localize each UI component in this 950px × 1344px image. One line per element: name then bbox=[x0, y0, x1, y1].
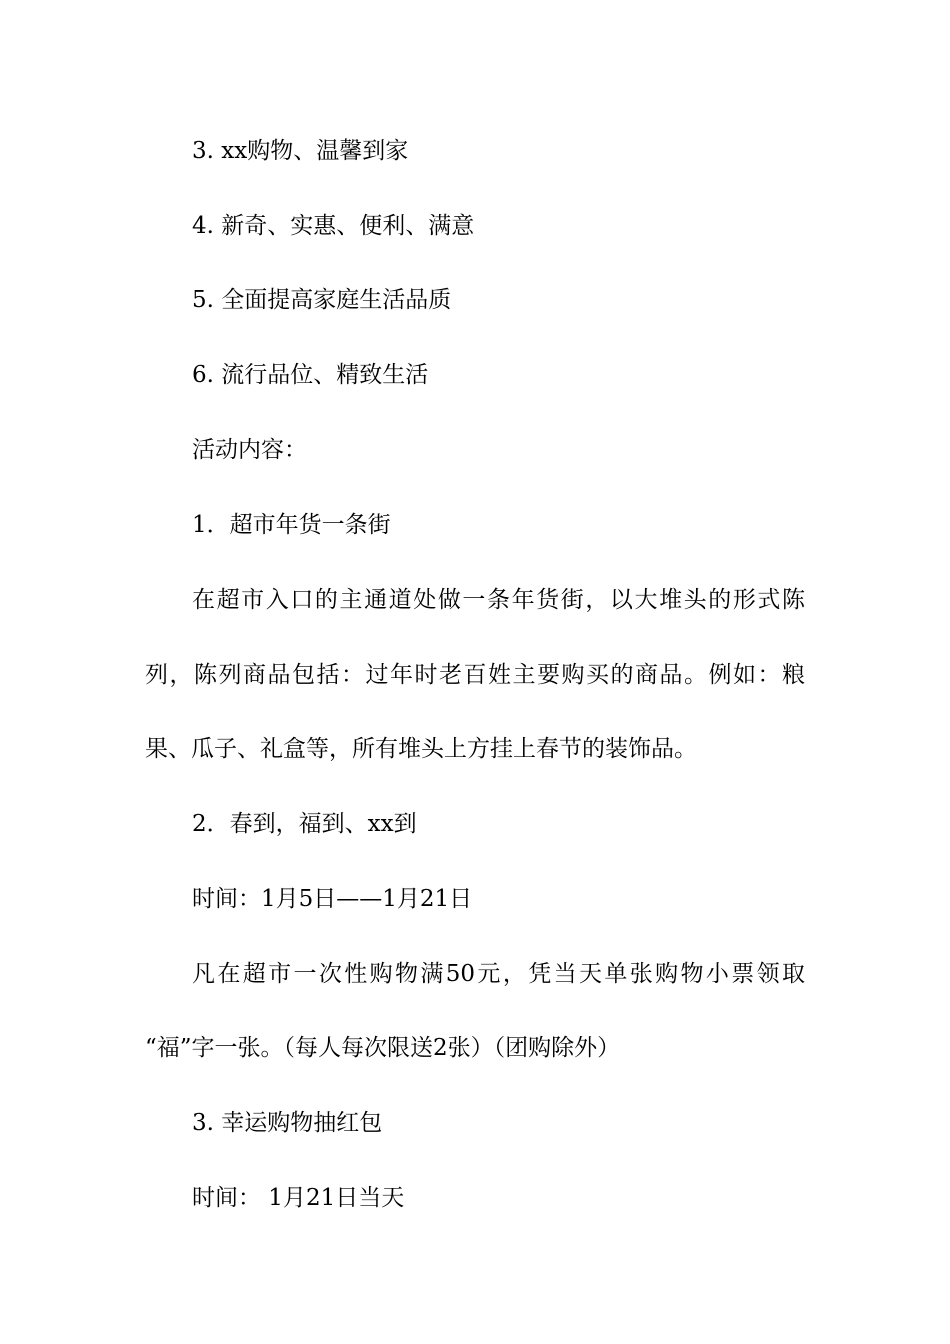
activity-2-time: 时间：1月5日——1月21日 bbox=[192, 886, 473, 912]
activity-1-paragraph-line-1: 在超市入口的主通道处做一条年货街，以大堆头的形式陈 bbox=[192, 587, 805, 613]
activity-1-paragraph-line-3: 果、瓜子、礼盒等，所有堆头上方挂上春节的装饰品。 bbox=[145, 736, 697, 762]
slogan-item-3: 3. xx购物、温馨到家 bbox=[192, 138, 409, 164]
activity-2-paragraph-line-1: 凡在超市一次性购物满50元，凭当天单张购物小票领取 bbox=[192, 961, 805, 987]
activity-2-title: 2．春到，福到、xx到 bbox=[192, 811, 417, 837]
activity-1-paragraph-line-2: 列，陈列商品包括：过年时老百姓主要购买的商品。例如：粮 bbox=[145, 662, 805, 688]
activity-1-title: 1．超市年货一条街 bbox=[192, 512, 391, 538]
slogan-item-4: 4. 新奇、实惠、便利、满意 bbox=[192, 213, 475, 239]
section-heading-activity-content: 活动内容： bbox=[192, 437, 307, 463]
activity-2-paragraph-line-2: “福”字一张。（每人每次限送2张）（团购除外） bbox=[145, 1035, 621, 1061]
activity-3-title: 3. 幸运购物抽红包 bbox=[192, 1110, 383, 1136]
slogan-item-6: 6. 流行品位、精致生活 bbox=[192, 362, 429, 388]
activity-3-time: 时间： 1月21日当天 bbox=[192, 1185, 405, 1211]
slogan-item-5: 5. 全面提高家庭生活品质 bbox=[192, 287, 452, 313]
